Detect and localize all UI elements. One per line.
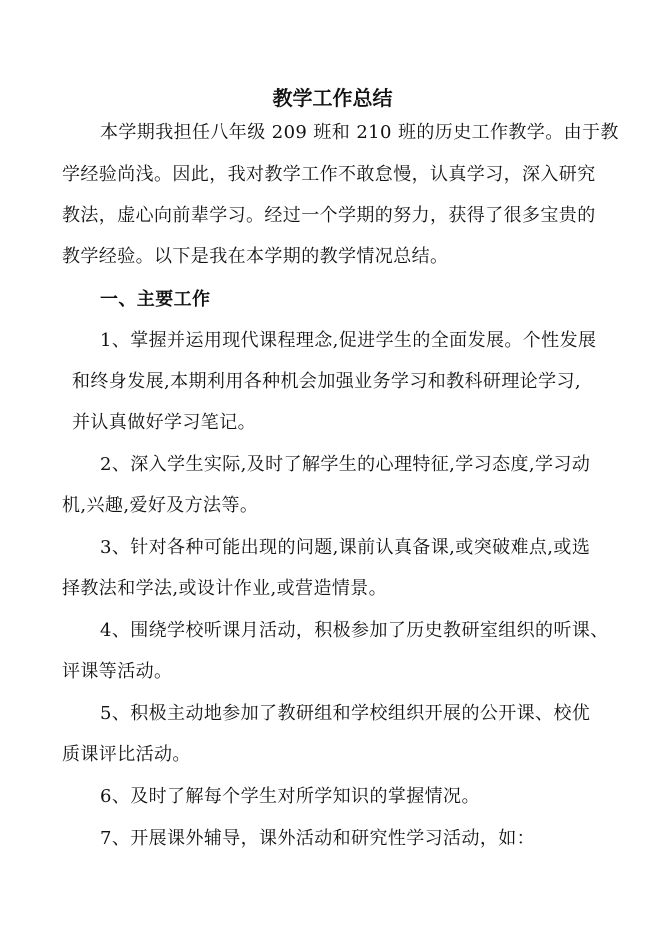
item-1-line-2: 和终身发展,本期利用各种机会加强业务学习和教科研理论学习, [72, 371, 582, 392]
item-4-line-2: 评课等活动。 [62, 661, 173, 682]
section-heading: 一、主要工作 [100, 289, 211, 310]
item-1-line-3: 并认真做好学习笔记。 [72, 412, 256, 433]
item-1-line-1: 1、掌握并运用现代课程理念,促进学生的全面发展。个性发展 [100, 330, 597, 351]
item-4-line-1: 4、围绕学校听课月活动，积极参加了历史教研室组织的听课、 [100, 620, 609, 641]
intro-line-3: 教法，虚心向前辈学习。经过一个学期的努力，获得了很多宝贵的 [62, 205, 596, 226]
item-3-line-2: 择教法和学法,或设计作业,或营造情景。 [62, 578, 388, 599]
intro-line-1: 本学期我担任八年级 209 班和 210 班的历史工作教学。由于教 [100, 122, 619, 143]
intro-line-4: 教学经验。以下是我在本学期的教学情况总结。 [62, 246, 449, 267]
item-7-line-1: 7、开展课外辅导，课外活动和研究性学习活动，如： [100, 828, 536, 849]
item-2-line-1: 2、深入学生实际,及时了解学生的心理特征,学习态度,学习动 [100, 454, 591, 475]
intro-line-2: 学经验尚浅。因此，我对教学工作不敢怠慢，认真学习，深入研究 [62, 164, 596, 185]
item-5-line-1: 5、积极主动地参加了教研组和学校组织开展的公开课、校优 [100, 703, 591, 724]
document-title: 教学工作总结 [272, 86, 393, 110]
item-2-line-2: 机,兴趣,爱好及方法等。 [62, 495, 259, 516]
item-3-line-1: 3、针对各种可能出现的问题,课前认真备课,或突破难点,或选 [100, 537, 591, 558]
item-5-line-2: 质课评比活动。 [62, 744, 191, 765]
item-6-line-1: 6、及时了解每个学生对所学知识的掌握情况。 [100, 786, 480, 807]
